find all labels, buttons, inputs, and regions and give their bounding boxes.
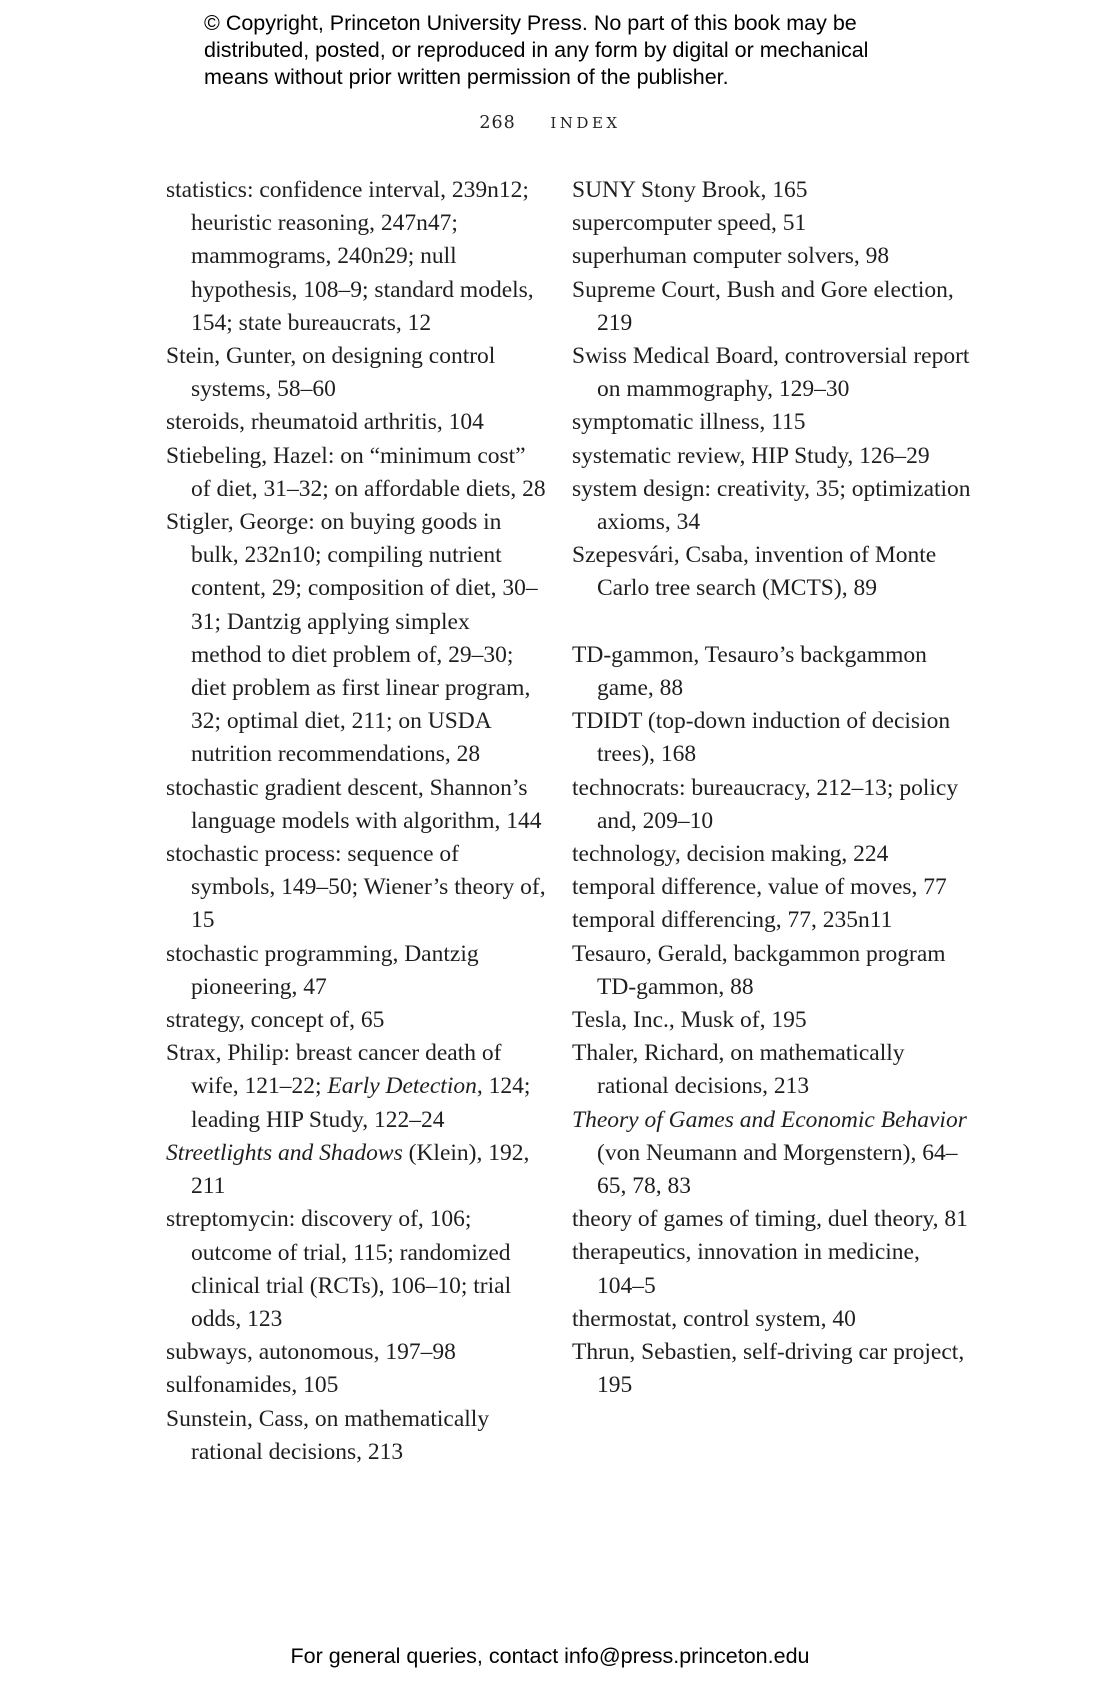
index-entry: technocrats: bureaucracy, 212–13; policy and, 209–10 bbox=[572, 774, 959, 834]
index-entry: Thaler, Richard, on mathematically rational decisions, 213 bbox=[572, 1040, 905, 1100]
index-entry: symptomatic illness, 115 bbox=[572, 409, 806, 436]
index-entry bbox=[166, 1137, 546, 1203]
index-entry: Stiebeling, Hazel: on “minimum cost” of diet, 31–32; on affordable diets, 28 bbox=[166, 442, 546, 502]
index-entry: strategy, concept of, 65 bbox=[166, 1007, 385, 1034]
entry-text: , 124; leading HIP Study, 122–24 bbox=[191, 1073, 531, 1133]
index-entry bbox=[166, 1037, 546, 1137]
index-entry: stochastic process: sequence of symbols, 149–50; Wiener’s theory of, 15 bbox=[166, 841, 546, 934]
index-entry: sulfonamides, 105 bbox=[166, 1372, 339, 1399]
index-entry: TDIDT (top-down induction of decision trees), 168 bbox=[572, 708, 951, 768]
index-column-right bbox=[572, 174, 972, 1403]
index-entry: Stigler, George: on buying goods in bulk, 232n10; compiling nutrient content, 29; composition of diet, 30–31; Dantzig applying simplex method to diet problem of, 29–30; diet problem as first linear program, 32; optimal diet, 211; on USDA nutrition recommendations, 28 bbox=[166, 509, 538, 768]
index-entry: stochastic gradient descent, Shannon’s language models with algorithm, 144 bbox=[166, 774, 542, 834]
book-title: Early Detection bbox=[327, 1073, 477, 1100]
index-entry: thermostat, control system, 40 bbox=[572, 1305, 856, 1332]
copyright-notice: © Copyright, Princeton University Press. No part of this book may be distributed, posted, or reproduced in any form by digital or mechanical means without prior written permission of the publisher. bbox=[204, 11, 869, 89]
index-entry: streptomycin: discovery of, 106; outcome of trial, 115; randomized clinical trial (RCTs), 106–10; trial odds, 123 bbox=[166, 1206, 512, 1332]
index-entry: supercomputer speed, 51 bbox=[572, 210, 807, 237]
index-entry bbox=[572, 1104, 972, 1204]
index-entry: Tesla, Inc., Musk of, 195 bbox=[572, 1007, 807, 1034]
index-entry: systematic review, HIP Study, 126–29 bbox=[572, 442, 930, 469]
entry-text: (Klein), 192, 211 bbox=[191, 1139, 530, 1200]
book-title: Theory of Games and Economic Behavior bbox=[572, 1106, 967, 1133]
book-title: Streetlights and Shadows bbox=[166, 1139, 403, 1166]
index-entry: statistics: confidence interval, 239n12; heuristic reasoning, 247n47; mammograms, 240n29; null hypothesis, 108–9; standard models, 154; state bureaucrats, 12 bbox=[166, 177, 534, 336]
index-entry: temporal differencing, 77, 235n11 bbox=[572, 907, 893, 934]
index-entry: Stein, Gunter, on designing control systems, 58–60 bbox=[166, 343, 496, 403]
index-entry: Swiss Medical Board, controversial report on mammography, 129–30 bbox=[572, 343, 970, 403]
index-entry: steroids, rheumatoid arthritis, 104 bbox=[166, 409, 484, 436]
letter-group-spacer bbox=[572, 606, 972, 639]
index-entry: Tesauro, Gerald, backgammon program TD-gammon, 88 bbox=[572, 940, 946, 1000]
entry-text: Strax, Philip: breast cancer death of wife, 121–22; bbox=[166, 1040, 502, 1100]
index-entry: Sunstein, Cass, on mathematically rational decisions, 213 bbox=[166, 1405, 490, 1465]
index-entry: TD-gammon, Tesauro’s backgammon game, 88 bbox=[572, 641, 927, 702]
index-entry: system design: creativity, 35; optimization axioms, 34 bbox=[572, 475, 971, 536]
index-entry: Szepesvári, Csaba, invention of Monte Carlo tree search (MCTS), 89 bbox=[572, 542, 937, 602]
index-entry: theory of games of timing, duel theory, 81 bbox=[572, 1206, 968, 1233]
index-entry: technology, decision making, 224 bbox=[572, 841, 889, 868]
index-entry: subways, autonomous, 197–98 bbox=[166, 1339, 456, 1366]
page-number: 268 bbox=[479, 113, 516, 133]
contact-footer: For general queries, contact info@press.princeton.edu bbox=[290, 1644, 810, 1668]
section-title: INDEX bbox=[550, 114, 621, 132]
index-entry: Supreme Court, Bush and Gore election, 219 bbox=[572, 276, 954, 336]
index-entry: stochastic programming, Dantzig pioneering, 47 bbox=[166, 940, 479, 1000]
entry-text: (von Neumann and Morgenstern), 64–65, 78, 83 bbox=[597, 1139, 958, 1200]
index-entry: temporal difference, value of moves, 77 bbox=[572, 874, 947, 901]
running-head bbox=[0, 113, 1100, 133]
index-entry: SUNY Stony Brook, 165 bbox=[572, 177, 808, 203]
index-entry: superhuman computer solvers, 98 bbox=[572, 243, 890, 270]
index-entry: therapeutics, innovation in medicine, 104–5 bbox=[572, 1239, 920, 1299]
index-column-left bbox=[166, 174, 546, 1469]
index-entry: Thrun, Sebastien, self-driving car project, 195 bbox=[572, 1339, 965, 1399]
